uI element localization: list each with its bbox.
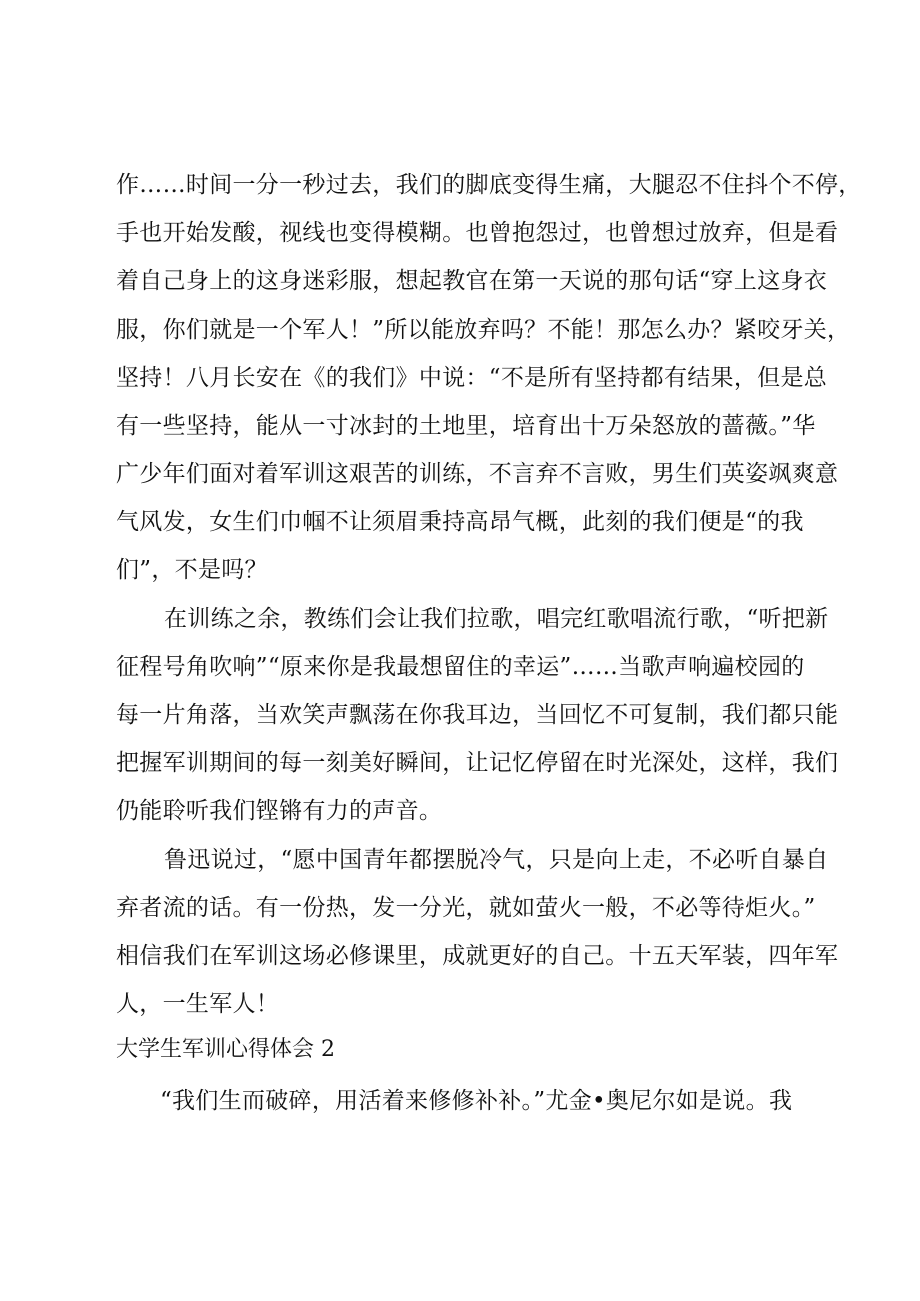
paragraph-line: 征程号角吹响”“原来你是我最想留住的幸运”……当歌声响遍校园的 [116, 654, 805, 680]
paragraph-line: 相信我们在军训这场必修课里，成就更好的自己。十五天军装，四年军 [116, 943, 839, 969]
paragraph-line: 坚持！八月长安在《的我们》中说：“不是所有坚持都有结果，但是总 [116, 365, 828, 391]
paragraph-line: 在训练之余，教练们会让我们拉歌，唱完红歌唱流行歌，“听把新 [164, 606, 829, 632]
paragraph-line: 鲁迅说过，“愿中国青年都摆脱冷气，只是向上走，不必听自暴自 [164, 847, 829, 873]
paragraph-line: 人，一生军人！ [116, 991, 280, 1017]
paragraph-line: 们”，不是吗？ [116, 557, 268, 583]
paragraph-line: 着自己身上的这身迷彩服，想起教官在第一天说的那句话“穿上这身衣 [116, 268, 828, 294]
paragraph-line: 作……时间一分一秒过去，我们的脚底变得生痛，大腿忍不住抖个不停， [116, 172, 862, 198]
paragraph-line: 气风发，女生们巾帼不让须眉秉持高昂气概，此刻的我们便是“的我 [116, 509, 804, 535]
paragraph-line: 手也开始发酸，视线也变得模糊。也曾抱怨过，也曾想过放弃，但是看 [116, 220, 839, 246]
paragraph-line: “我们生而破碎，用活着来修修补补。”尤金•奥尼尔如是说。我 [160, 1088, 793, 1114]
paragraph-line: 把握军训期间的每一刻美好瞬间，让记忆停留在时光深处，这样，我们 [116, 750, 839, 776]
paragraph-line: 仍能聆听我们铿锵有力的声音。 [116, 798, 443, 824]
paragraph-line: 服，你们就是一个军人！”所以能放弃吗？不能！那怎么办？紧咬牙关， [116, 317, 851, 343]
paragraph-line: 每一片角落，当欢笑声飘荡在你我耳边，当回忆不可复制，我们都只能 [116, 702, 839, 728]
section-heading: 大学生军训心得体会 2 [116, 1037, 335, 1062]
paragraph-line: 有一些坚持，能从一寸冰封的土地里，培育出十万朵怒放的蔷薇。”华 [116, 413, 816, 439]
paragraph-line: 弃者流的话。有一份热，发一分光，就如萤火一般，不必等待炬火。” [116, 895, 816, 921]
paragraph-line: 广少年们面对着军训这艰苦的训练，不言弃不言败，男生们英姿飒爽意 [116, 461, 839, 487]
